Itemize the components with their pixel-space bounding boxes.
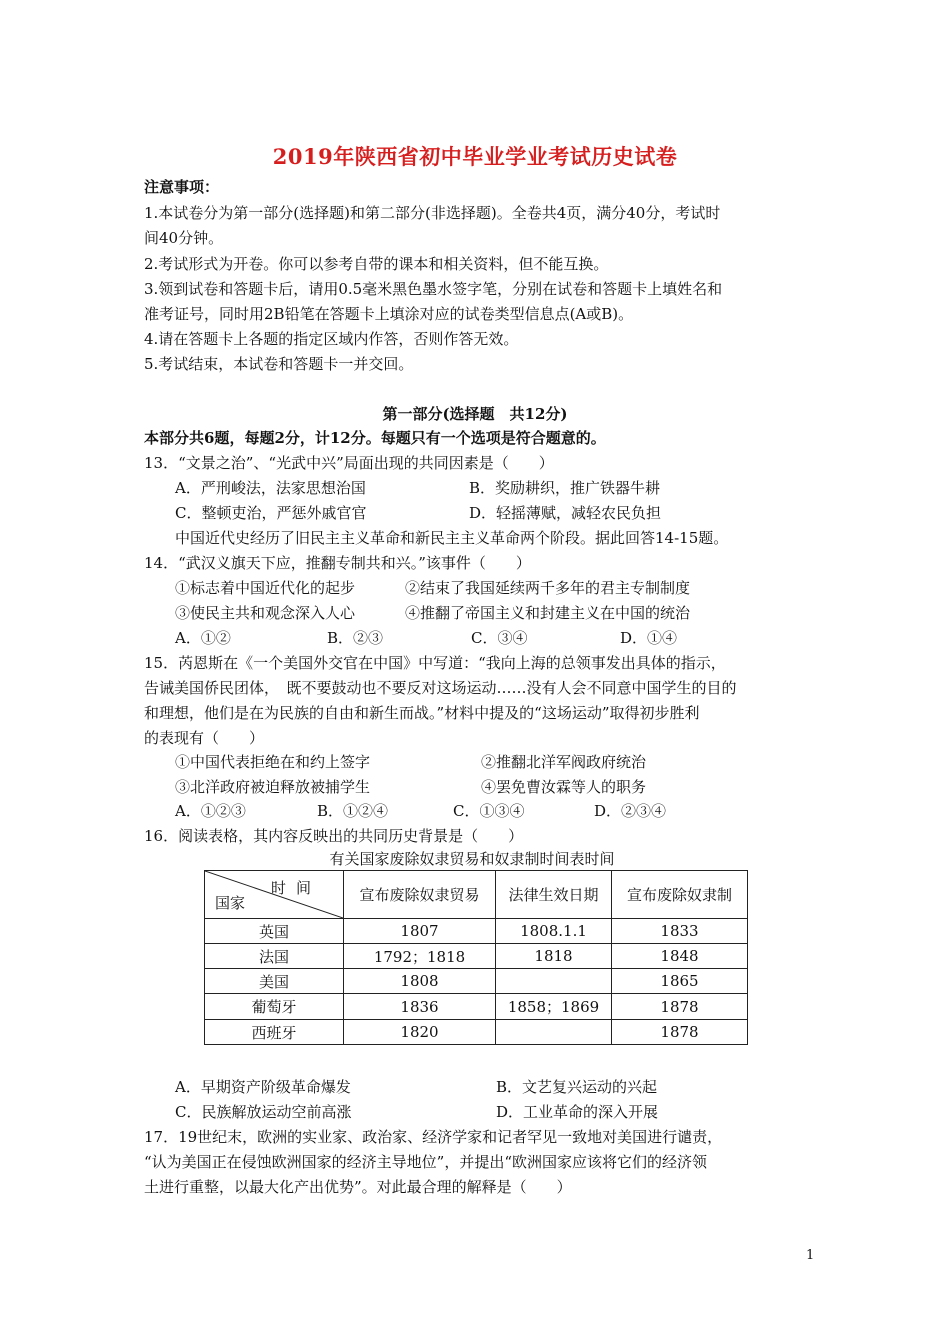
table-cell: 1792；1818 <box>344 944 496 969</box>
table-cell: 英国 <box>205 919 344 944</box>
part1-heading: 第一部分(选择题 共12分) <box>382 405 568 423</box>
q15-stem-line: 告诫美国侨民团体， 既不要鼓动也不要反对这场运动……没有人会不同意中国学生的目的 <box>144 679 737 697</box>
table-cell <box>496 1020 612 1045</box>
table-cell: 1818 <box>496 944 612 969</box>
table-cell: 1807 <box>344 919 496 944</box>
table-row <box>205 1020 748 1045</box>
table-cell: 1858；1869 <box>496 994 612 1020</box>
table-cell: 1836 <box>344 994 496 1020</box>
q17-stem-line: 土进行重整，以最大化产出优势”。对此最合理的解释是（ ） <box>144 1178 572 1196</box>
q14-statement: ①标志着中国近代化的起步 <box>175 579 356 597</box>
notice-line: 1.本试卷分为第一部分(选择题)和第二部分(非选择题)。全卷共4页，满分40分，考试时 <box>144 204 721 222</box>
q13-stem: 13．“文景之治”、“光武中兴”局面出现的共同因素是（ ） <box>144 454 554 472</box>
q13-option-c: C．整顿吏治，严惩外戚官官 <box>175 504 367 522</box>
part1-instruction: 本部分共6题，每题2分，计12分。每题只有一个选项是符合题意的。 <box>144 429 606 447</box>
q14-option-b: B．②③ <box>327 629 384 647</box>
q17-stem-line: “认为美国正在侵蚀欧洲国家的经济主导地位”，并提出“欧洲国家应该将它们的经济领 <box>144 1153 708 1171</box>
q14-statement: ②结束了我国延续两千多年的君主专制制度 <box>405 579 691 597</box>
table-cell: 1808 <box>344 969 496 994</box>
table-cell: 1820 <box>344 1020 496 1045</box>
q16-option-b: B．文艺复兴运动的兴起 <box>496 1078 658 1096</box>
table-header-row <box>205 871 748 919</box>
notice-line: 准考证号，同时用2B铅笔在答题卡上填涂对应的试卷类型信息点(A或B)。 <box>144 305 634 323</box>
q14-option-a: A．①② <box>175 629 231 647</box>
notice-line: 3.领到试卷和答题卡后，请用0.5毫米黑色墨水签字笔，分别在试卷和答题卡上填姓名和 <box>144 280 723 298</box>
table-cell: 1878 <box>612 994 748 1020</box>
q14-statement: ③使民主共和观念深入人心 <box>175 604 356 622</box>
q15-stem-line: 的表现有（ ） <box>144 729 265 747</box>
table-row <box>205 919 748 944</box>
exam-title: 2019年陕西省初中毕业学业考试历史试卷 <box>272 144 678 169</box>
q15-option-a: A．①②③ <box>175 802 246 820</box>
q14-15-intro: 中国近代史经历了旧民主主义革命和新民主主义革命两个阶段。据此回答14-15题。 <box>175 529 729 547</box>
q16-option-c: C．民族解放运动空前高涨 <box>175 1103 352 1121</box>
table-cell: 1878 <box>612 1020 748 1045</box>
table-header-cell: 宣布废除奴隶贸易 <box>344 871 496 919</box>
table-row <box>205 944 748 969</box>
table-cell: 1848 <box>612 944 748 969</box>
q15-option-c: C．①③④ <box>453 802 525 820</box>
page-number: 1 <box>806 1248 815 1263</box>
q15-stem-line: 和理想，他们是在为民族的自由和新生而战。”材料中提及的“这场运动”取得初步胜利 <box>144 704 700 722</box>
table-row <box>205 994 748 1020</box>
q13-option-a: A．严刑峻法，法家思想治国 <box>175 479 366 497</box>
notice-line: 5.考试结束，本试卷和答题卡一并交回。 <box>144 355 414 373</box>
table-cell: 葡萄牙 <box>205 994 344 1020</box>
q14-option-d: D．①④ <box>620 629 678 647</box>
q15-statement: ①中国代表拒绝在和约上签字 <box>175 753 371 771</box>
table-title: 有关国家废除奴隶贸易和奴隶制时间表时间 <box>329 850 615 868</box>
q16-option-d: D．工业革命的深入开展 <box>496 1103 659 1121</box>
table-header-cell: 宣布废除奴隶制 <box>612 871 748 919</box>
q15-stem-line: 15．芮恩斯在《一个美国外交官在中国》中写道：“我向上海的总领事发出具体的指示， <box>144 654 726 672</box>
table-cell <box>496 969 612 994</box>
corner-label-top: 时间 <box>270 879 321 897</box>
table-cell: 1833 <box>612 919 748 944</box>
q15-option-d: D．②③④ <box>594 802 667 820</box>
table-cell: 1808.1.1 <box>496 919 612 944</box>
corner-label-bottom: 国家 <box>215 894 246 912</box>
q14-option-c: C．③④ <box>471 629 528 647</box>
table-header-cell: 法律生效日期 <box>496 871 612 919</box>
table-cell: 美国 <box>205 969 344 994</box>
q13-option-b: B．奖励耕织，推广铁器牛耕 <box>469 479 661 497</box>
table-cell: 西班牙 <box>205 1020 344 1045</box>
table-row <box>205 969 748 994</box>
q15-statement: ③北洋政府被迫释放被捕学生 <box>175 778 371 796</box>
notice-line: 4.请在答题卡上各题的指定区域内作答，否则作答无效。 <box>144 330 519 348</box>
notice-line: 2.考试形式为开卷。你可以参考自带的课本和相关资料，但不能互换。 <box>144 255 609 273</box>
table-cell: 1865 <box>612 969 748 994</box>
q15-statement: ④罢免曹汝霖等人的职务 <box>481 778 647 796</box>
q16-stem: 16．阅读表格，其内容反映出的共同历史背景是（ ） <box>144 827 524 845</box>
q14-statement: ④推翻了帝国主义和封建主义在中国的统治 <box>405 604 691 622</box>
table-corner-cell <box>205 871 344 919</box>
q16-option-a: A．早期资产阶级革命爆发 <box>175 1078 351 1096</box>
q13-option-d: D．轻摇薄赋，减轻农民负担 <box>469 504 662 522</box>
q15-statement: ②推翻北洋军阀政府统治 <box>481 753 647 771</box>
q14-stem: 14．“武汉义旗天下应，推翻专制共和兴。”该事件（ ） <box>144 554 531 572</box>
notice-line: 间40分钟。 <box>144 229 224 247</box>
notice-heading: 注意事项： <box>144 178 220 196</box>
abolition-table <box>204 870 748 1045</box>
table-cell: 法国 <box>205 944 344 969</box>
q17-stem-line: 17．19世纪末，欧洲的实业家、政治家、经济学家和记者罕见一致地对美国进行谴责， <box>144 1128 723 1146</box>
q15-option-b: B．①②④ <box>317 802 389 820</box>
